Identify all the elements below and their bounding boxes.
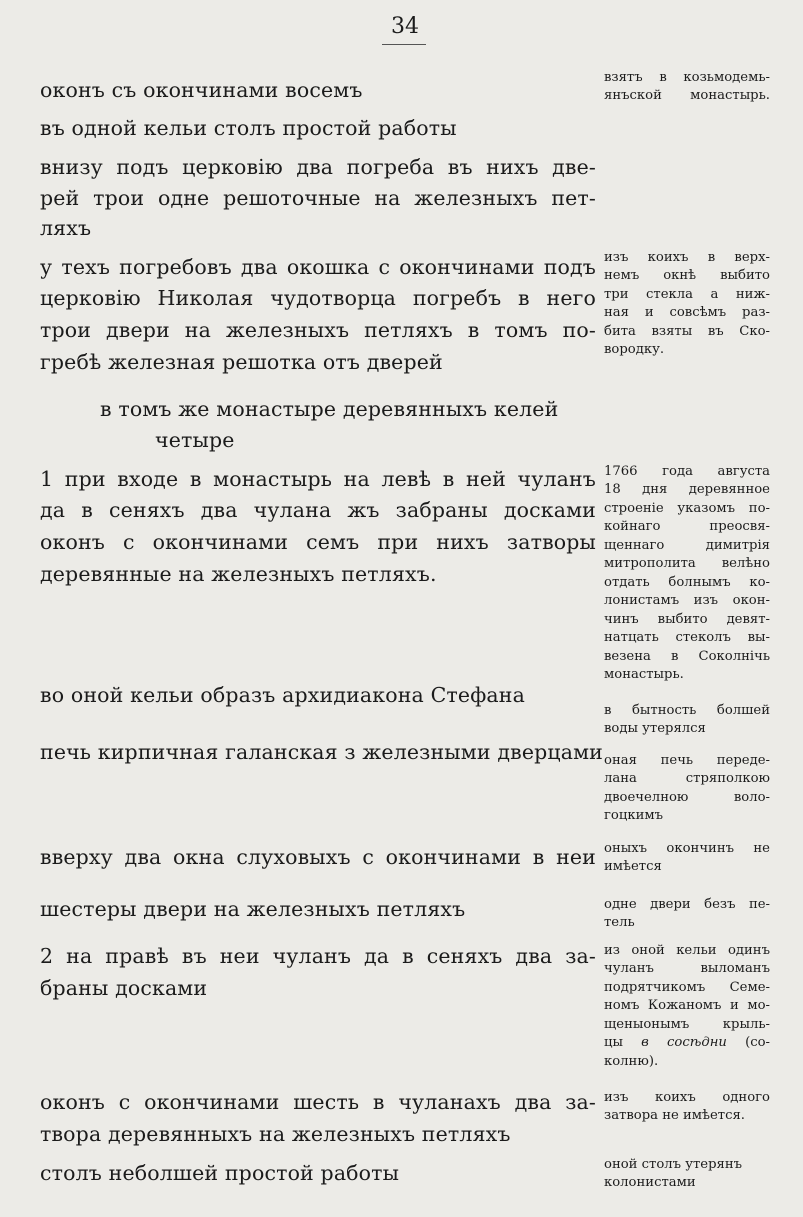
marginal-note-line: взятъ в козьмодемь-	[604, 70, 770, 85]
marginal-note-line: подрятчикомъ Семе-	[604, 980, 770, 995]
main-text-line: рей трои одне решоточные на железныхъ пет-	[40, 186, 596, 210]
marginal-note-line: в бытность болшей	[604, 703, 770, 718]
main-text-line: шестеры двери на железныхъ петляхъ	[40, 897, 466, 921]
main-text-line: 2 на правѣ въ неи чуланъ да в сеняхъ два за-	[40, 944, 596, 968]
main-text-line: внизу подъ церковію два погреба въ нихъ две-	[40, 155, 596, 179]
marginal-note-line: щеннаго димитрія	[604, 538, 770, 553]
marginal-note-line: оной столъ утерянъ	[604, 1157, 743, 1172]
main-text-line: деревянные на железныхъ петляхъ.	[40, 562, 437, 586]
marginal-note-line: изъ коихъ одного	[604, 1090, 770, 1105]
marginal-note-line: чинъ выбито девят-	[604, 612, 770, 627]
marginal-note-line: из оной кельи одинъ	[604, 943, 770, 958]
marginal-note-line: номъ Кожаномъ и мо-	[604, 998, 770, 1013]
marginal-note-line: бита взяты въ Ско-	[604, 324, 770, 339]
main-text-line: во оной кельи образъ архидиакона Стефана	[40, 683, 525, 707]
main-text-line: гребѣ железная решотка отъ дверей	[40, 350, 443, 374]
marginal-note-line: везена в Соколнічь	[604, 649, 770, 664]
main-text-line: вверху два окна слуховыхъ с окончинами в неи	[40, 845, 596, 869]
main-text-line: въ одной кельи столъ простой работы	[40, 116, 457, 140]
marginal-note-line: три стекла а ниж-	[604, 287, 770, 302]
marginal-note-line: имѣется	[604, 859, 662, 874]
marginal-note-line: 1766 года августа	[604, 464, 770, 479]
main-text-line: ляхъ	[40, 216, 92, 240]
page-number: 34	[391, 14, 419, 39]
marginal-note-line: лана стряполкою	[604, 771, 770, 786]
marginal-note-line: гоцкимъ	[604, 808, 664, 823]
marginal-note-line: митрополита велѣно	[604, 556, 770, 571]
marginal-note-line: двоечелною воло-	[604, 790, 770, 805]
main-text-line: церковію Николая чудотворца погребъ в него	[40, 286, 596, 310]
main-text-line: в томъ же монастыре деревянныхъ келей	[100, 397, 559, 421]
marginal-note-line: одне двери безъ пе-	[604, 897, 770, 912]
marginal-note-line: отдать болнымъ ко-	[604, 575, 770, 590]
marginal-note-line: колонистами	[604, 1175, 696, 1190]
marginal-note-line: ная и совсѣмъ раз-	[604, 305, 770, 320]
marginal-note-line: чуланъ выломанъ	[604, 961, 770, 976]
main-text-line: столъ неболшей простой работы	[40, 1161, 400, 1185]
main-text-line: оконъ съ окончинами восемъ	[40, 78, 363, 102]
marginal-note-fragment: (со-	[745, 1035, 770, 1050]
page-number-rule	[382, 44, 426, 45]
marginal-note-line: оная печь переде-	[604, 753, 770, 768]
marginal-note-line: койнаго преосвя-	[604, 519, 770, 534]
marginal-note-line: воды утерялся	[604, 721, 706, 736]
marginal-note-line	[604, 1034, 770, 1052]
marginal-note-line: колню).	[604, 1054, 659, 1069]
marginal-note-italic: в сосѣдни	[641, 1035, 727, 1050]
main-text-line: да в сеняхъ два чулана жъ забраны досками	[40, 498, 596, 522]
main-text-line: твора деревянныхъ на железныхъ петляхъ	[40, 1122, 511, 1146]
marginal-note-line: лонистамъ изъ окон-	[604, 593, 770, 608]
main-text-line: четыре	[155, 428, 235, 452]
main-text-line: у техъ погребовъ два окошка с окончинами подъ	[40, 255, 596, 279]
marginal-note-line: строеніе указомъ по-	[604, 501, 770, 516]
main-text-line: трои двери на железныхъ петляхъ в томъ по-	[40, 318, 596, 342]
marginal-note-line: тель	[604, 915, 635, 930]
main-text-line: браны досками	[40, 976, 208, 1000]
marginal-note-line: вородку.	[604, 342, 665, 357]
marginal-note-line: изъ коихъ в верх-	[604, 250, 770, 265]
marginal-note-line: щеныонымъ крыль-	[604, 1017, 770, 1032]
marginal-note-line: 18 дня деревянное	[604, 482, 770, 497]
main-text-line: оконъ с окончинами шесть в чуланахъ два за-	[40, 1090, 596, 1114]
marginal-note-fragment: цы	[604, 1035, 623, 1050]
marginal-note-line: немъ окнѣ выбито	[604, 268, 770, 283]
marginal-note-line: оныхъ окончинъ не	[604, 841, 770, 856]
marginal-note-line: затвора не имѣется.	[604, 1108, 745, 1123]
main-text-line: печь кирпичная галанская з железными дверцами	[40, 740, 603, 764]
marginal-note-line: монастырь.	[604, 667, 684, 682]
marginal-note-line: янъской монастырь.	[604, 88, 770, 103]
main-text-line: оконъ с окончинами семъ при нихъ затворы	[40, 530, 596, 554]
main-text-line: 1 при входе в монастырь на левѣ в ней чуланъ	[40, 467, 596, 491]
marginal-note-line: натцать стеколъ вы-	[604, 630, 770, 645]
